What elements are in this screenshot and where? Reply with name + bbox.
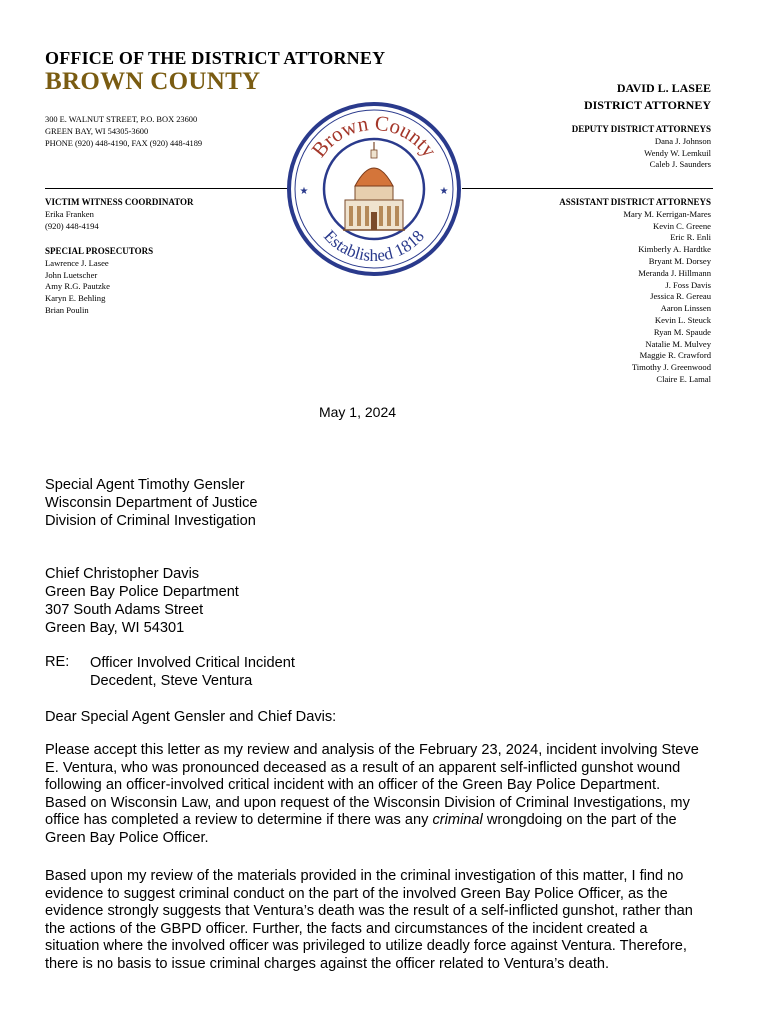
assistant-da-name: Timothy J. Greenwood: [631, 362, 711, 373]
paragraph-line: Based upon my review of the materials provided in the criminal investigation of this matter, I find no: [45, 868, 684, 884]
star-icon: ★: [439, 186, 449, 197]
letter-date: May 1, 2024: [318, 404, 397, 420]
office-address: [45, 114, 202, 150]
recipient-line: 307 South Adams Street: [45, 602, 204, 618]
district-attorney-block: [584, 80, 711, 114]
emphasis-text: criminal: [432, 812, 483, 829]
deputy-header: DEPUTY DISTRICT ATTORNEYS: [571, 124, 711, 134]
assistant-da-name: Jessica R. Gereau: [650, 291, 711, 302]
divider-left: [45, 188, 290, 189]
special-prosecutor-name: John Luetscher: [45, 269, 98, 280]
recipient-line: Special Agent Timothy Gensler: [45, 477, 245, 493]
salutation: Dear Special Agent Gensler and Chief Davis:: [45, 709, 337, 725]
recipient-line: Chief Christopher Davis: [45, 566, 200, 582]
divider-right: [462, 188, 713, 189]
address-line: PHONE (920) 448-4190, FAX (920) 448-4189: [45, 139, 203, 148]
assistant-da-name: Ryan M. Spaude: [653, 326, 711, 337]
paragraph-line: evidence to suggest criminal conduct on the part of the involved Green Bay Police Officer, as the: [45, 885, 668, 902]
re-line: Decedent, Steve Ventura: [90, 673, 253, 689]
paragraph-line: evidence strongly suggests that Ventura’s death was the result of a self-inflicted gunshot, rather than: [45, 903, 693, 920]
county-seal-logo: [285, 100, 463, 278]
victim-witness-name: Erika Franken: [45, 208, 94, 219]
assistant-da-name: Bryant M. Dorsey: [648, 255, 711, 266]
victim-witness-header: VICTIM WITNESS COORDINATOR: [45, 197, 194, 207]
paragraph-line: Please accept this letter as my review and analysis of the February 23, 2024, incident involving Steve: [45, 742, 699, 758]
paragraph-line: E. Ventura, who was pronounced deceased as a result of an apparent self-inflicted gunshot wound: [45, 759, 681, 776]
assistant-da-list: [559, 197, 711, 386]
deputy-name: Dana J. Johnson: [654, 135, 711, 146]
office-title: OFFICE OF THE DISTRICT ATTORNEY: [45, 48, 386, 68]
deputy-name: Wendy W. Lemkuil: [644, 147, 711, 158]
assistant-da-name: J. Foss Davis: [665, 279, 711, 290]
re-label: RE:: [45, 654, 70, 670]
address-line: 300 E. WALNUT STREET, P.O. BOX 23600: [45, 115, 198, 124]
paragraph-line: Based on Wisconsin Law, and upon request of the Wisconsin Division of Criminal Investigations, my: [45, 794, 690, 811]
recipient-address-1: [45, 476, 258, 530]
seal-bottom-text: Established 1818: [320, 226, 428, 266]
da-name: DAVID L. LASEE: [616, 81, 711, 95]
assistant-da-name: Eric R. Enli: [670, 232, 711, 243]
assistant-da-name: Natalie M. Mulvey: [645, 338, 711, 349]
recipient-line: Wisconsin Department of Justice: [45, 495, 258, 511]
paragraph-line: Green Bay Police Officer.: [45, 829, 209, 846]
recipient-address-2: [45, 565, 239, 637]
assistant-da-name: Kevin C. Greene: [653, 220, 711, 231]
assistant-da-name: Mary M. Kerrigan-Mares: [623, 208, 711, 219]
paragraph-line: [45, 812, 725, 830]
county-title: BROWN COUNTY: [45, 68, 261, 95]
special-prosecutor-name: Karyn E. Behling: [45, 293, 106, 304]
victim-witness-block: [45, 197, 194, 232]
re-subject: [90, 654, 295, 690]
special-prosecutor-name: Lawrence J. Lasee: [45, 257, 109, 268]
recipient-line: Green Bay, WI 54301: [45, 620, 185, 636]
address-line: GREEN BAY, WI 54305-3600: [45, 127, 149, 136]
special-prosecutors-list: [45, 246, 153, 317]
special-prosecutor-name: Brian Poulin: [45, 304, 89, 315]
assistant-da-name: Maggie R. Crawford: [639, 350, 711, 361]
paragraph-line: following an officer-involved critical incident with an officer of the Green Bay Police Department.: [45, 777, 661, 794]
special-prosecutor-name: Amy R.G. Pautzke: [45, 281, 110, 292]
assistant-da-header: ASSISTANT DISTRICT ATTORNEYS: [559, 197, 711, 207]
seal-top-text: Brown County: [306, 110, 442, 162]
paragraph-line: the actions of the GBPD officer. Further, the facts and circumstances of the incident created a: [45, 920, 648, 937]
re-line: Officer Involved Critical Incident: [90, 655, 295, 671]
victim-witness-phone: (920) 448-4194: [45, 220, 99, 231]
assistant-da-name: Kevin L. Steuck: [654, 314, 711, 325]
recipient-line: Green Bay Police Department: [45, 584, 239, 600]
special-prosecutors-header: SPECIAL PROSECUTORS: [45, 246, 154, 256]
assistant-da-name: Kimberly A. Hardtke: [638, 244, 711, 255]
deputy-da-list: [572, 124, 711, 171]
body-paragraph-2: [45, 868, 725, 974]
assistant-da-name: Claire E. Lamal: [656, 373, 711, 384]
paragraph-text: office has completed a review to determine if there was any: [45, 812, 433, 829]
paragraph-line: there is no basis to issue criminal charges against the officer related to Ventura’s death.: [45, 955, 610, 972]
paragraph-text: wrongdoing on the part of the: [482, 812, 677, 829]
assistant-da-name: Meranda J. Hillmann: [638, 267, 711, 278]
star-icon: ★: [299, 186, 309, 197]
assistant-da-name: Aaron Linssen: [660, 303, 711, 314]
paragraph-line: situation where the involved officer was privileged to utilize deadly force against Ventura. Therefore,: [45, 938, 687, 955]
da-title: DISTRICT ATTORNEY: [583, 98, 711, 112]
body-paragraph-1: [45, 742, 725, 848]
recipient-line: Division of Criminal Investigation: [45, 513, 256, 529]
deputy-name: Caleb J. Saunders: [649, 159, 711, 170]
